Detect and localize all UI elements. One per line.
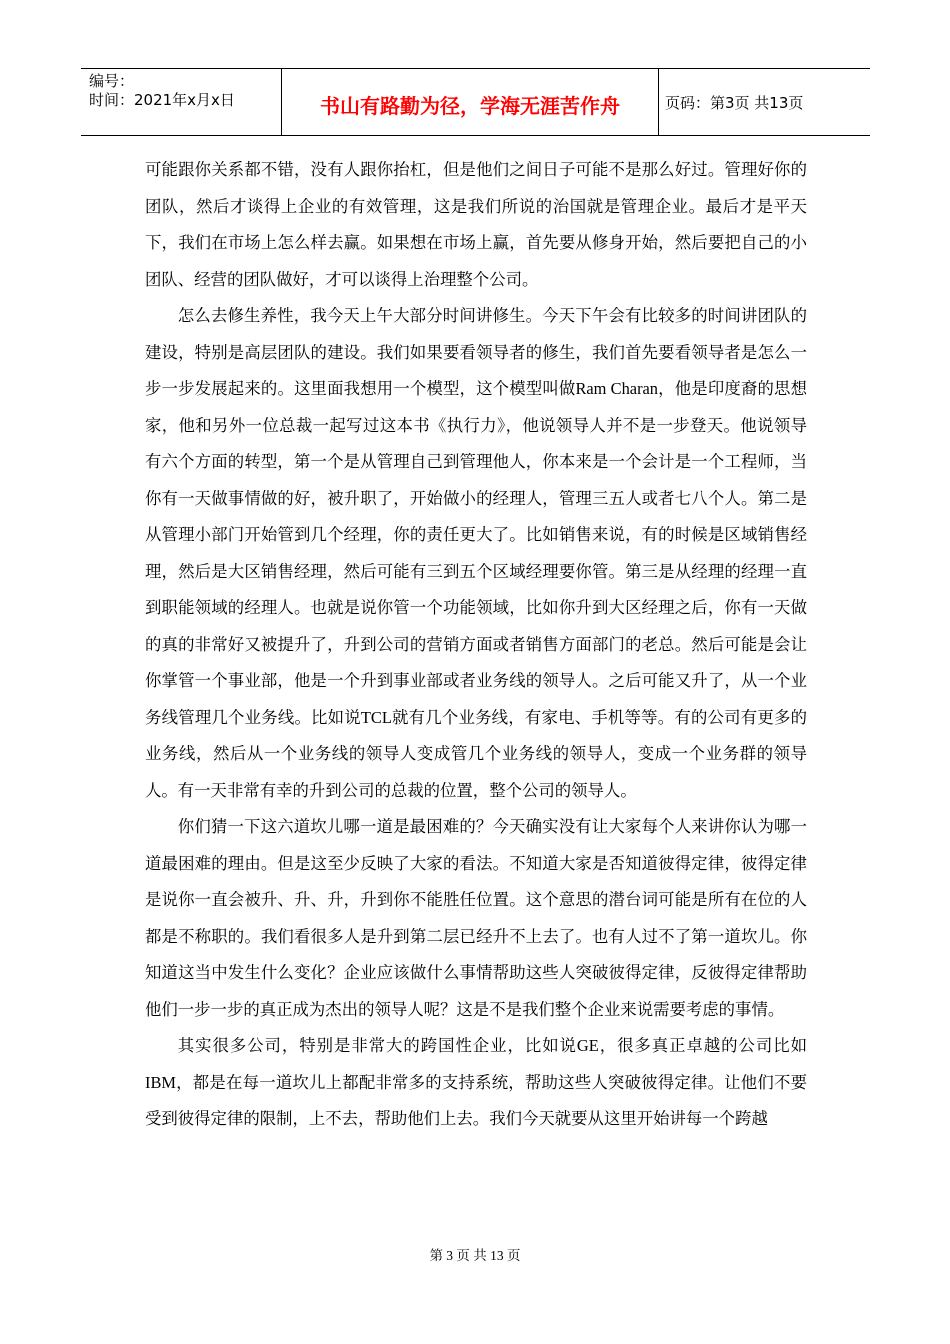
header-page-cell (659, 69, 870, 135)
page-footer (0, 1247, 950, 1265)
paragraph: 怎么去修生养性，我今天上午大部分时间讲修生。今天下午会有比较多的时间讲团队的建设，特别是高层团队的建设。我们如果要看领导者的修生，我们首先要看领导者是怎么一步一步发展起来的。这里面我想用一个模型，这个模型叫做Ram Charan，他是印度裔的思想家，他和另外一位总裁一起写过这本书《执行力》，他说领导人并不是一步登天。他说领导有六个方面的转型，第一个是从管理自己到管理他人，你本来是一个会计是一个工程师，当你有一天做事情做的好，被升职了，开始做小的经理人，管理三五人或者七八个人。第二是从管理小部门开始管到几个经理，你的责任更大了。比如销售来说，有的时候是区域销售经理，然后是大区销售经理，然后可能有三到五个区域经理要你管。第三是从经理的经理一直到职能领域的经理人。也就是说你管一个功能领域，比如你升到大区经理之后，你有一天做的真的非常好又被提升了，升到公司的营销方面或者销售方面部门的老总。然后可能是会让你掌管一个事业部，他是一个升到事业部或者业务线的领导人。之后可能又升了，从一个业务线管理几个业务线。比如说TCL就有几个业务线，有家电、手机等等。有的公司有更多的业务线，然后从一个业务线的领导人变成管几个业务线的领导人，变成一个业务群的领导人。有一天非常有幸的升到公司的总裁的位置，整个公司的领导人。 (145, 306, 807, 800)
header-meta-cell (81, 69, 282, 135)
header-motto-cell (282, 69, 659, 135)
footer-page-number: 第 3 页 共 13 页 (429, 1248, 521, 1263)
document-date-label: 时间：2021年x月x日 (89, 91, 235, 109)
header-page-number: 页码：第3页 共13页 (665, 93, 804, 112)
header-motto: 书山有路勤为径，学海无涯苦作舟 (320, 93, 620, 118)
paragraph: 可能跟你关系都不错，没有人跟你抬杠，但是他们之间日子可能不是那么好过。管理好你的团队，然后才谈得上企业的有效管理，这是我们所说的治国就是管理企业。最后才是平天下，我们在市场上怎么样去赢。如果想在市场上赢，首先要从修身开始，然后要把自己的小团队、经营的团队做好，才可以谈得上治理整个公司。 (145, 160, 807, 289)
page-header (81, 68, 870, 136)
paragraph: 你们猜一下这六道坎儿哪一道是最困难的？今天确实没有让大家每个人来讲你认为哪一道最困难的理由。但是这至少反映了大家的看法。不知道大家是否知道彼得定律，彼得定律是说你一直会被升、升、升，升到你不能胜任位置。这个意思的潜台词可能是所有在位的人都是不称职的。我们看很多人是升到第二层已经升不上去了。也有人过不了第一道坎儿。你知道这当中发生什么变化？企业应该做什么事情帮助这些人突破彼得定律，反彼得定律帮助他们一步一步的真正成为杰出的领导人呢？这是不是我们整个企业来说需要考虑的事情。 (145, 817, 807, 1019)
document-body (145, 152, 807, 1138)
paragraph: 其实很多公司，特别是非常大的跨国性企业，比如说GE，很多真正卓越的公司比如IBM，都是在每一道坎儿上都配非常多的支持系统，帮助这些人突破彼得定律。让他们不要受到彼得定律的限制，上不去，帮助他们上去。我们今天就要从这里开始讲每一个跨越 (145, 1036, 807, 1128)
document-number-label: 编号： (89, 72, 135, 90)
